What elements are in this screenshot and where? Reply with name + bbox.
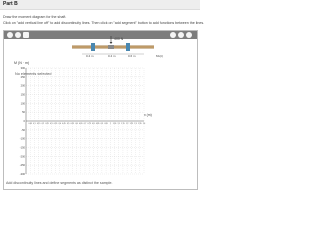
instruction-line-2: Click on "add vertical line off" to add discontinuity lines. Then click on "add segment" button to add functions between the lines. [3,21,205,25]
bearing-left [91,43,95,51]
x-tick-label: 0.7 [83,123,87,126]
y-tick-label: -200 [19,155,25,159]
x-tick-label: 0.6 [75,123,78,126]
x-tick-label: 1 [109,123,111,126]
x-tick-label: 0.5 [66,123,70,126]
x-tick-label: 1.05 [112,123,117,126]
x-tick-label: 0.65 [79,123,83,126]
y-tick-label: 0 [23,120,25,123]
y-tick-labels [20,66,26,176]
x-tick-label: 1.2 [125,123,129,126]
x-tick-label: 1.35 [138,123,142,126]
x-tick-label: 1.25 [129,123,134,126]
part-title: Part B [3,1,18,7]
y-tick-label: 250 [20,75,25,79]
x-tick-label: 0.3 [50,123,53,126]
x-tick-label: 0.25 [45,123,49,126]
load-label: 400 N [114,37,124,41]
x-tick-label: 0.4 [58,123,61,126]
x-tick-label: 0.45 [62,123,66,126]
x-tick-label: 0.35 [53,123,58,126]
status-text: No elements selected [15,72,52,76]
canvas[interactable] [4,31,197,189]
y-tick-label: 100 [20,102,25,106]
dim-label-2: 0.4 m [108,54,116,58]
y-tick-label: -100 [19,137,25,141]
x-tick-label: 0.15 [36,123,41,126]
x-tick-label: 1.15 [121,123,125,126]
x-tick-label: 1.3 [134,123,137,126]
x-tick-label: 1.1 [117,123,120,126]
part-header [0,0,200,10]
x-tick-labels [28,123,145,125]
y-tick-label: -250 [19,164,25,168]
x-axis-title: x (m) [144,113,152,117]
x-tick-label: 0.75 [87,123,91,126]
bearing-right [126,43,130,51]
dim-label-3: 0.6 m [128,54,136,58]
shaft-diagram [72,36,163,58]
x-tick-label: 0.85 [95,123,100,126]
y-tick-label: 200 [20,84,25,88]
x-tick-label: 1.4 [142,123,146,126]
x-tick-label: 0.2 [41,123,45,126]
footnote: Add discontinuity lines and define segments as distinct the sample. [6,181,113,185]
y-axis-title: M (N · m) [14,61,30,65]
instruction-line-1: Draw the moment diagram for the shaft. [3,15,67,19]
x-tick-label: 0.55 [70,123,75,126]
drawing-panel[interactable] [3,30,198,190]
y-tick-label: 300 [20,67,25,70]
y-tick-label: -50 [21,128,25,132]
fixed-label: Mx(t) [156,54,163,58]
y-tick-label: -150 [19,146,25,150]
x-tick-label: 0.95 [104,123,108,126]
y-tick-label: 50 [22,111,25,115]
x-tick-label: 0.1 [33,123,36,126]
pulley [108,45,114,49]
dim-label-1: 0.4 m [86,54,94,58]
chart-grid [23,68,144,174]
y-tick-label: -300 [19,173,25,176]
x-tick-label: 0.8 [92,123,95,126]
x-tick-label: 0.05 [28,123,32,126]
y-tick-label: 150 [20,93,25,97]
x-tick-label: 0.9 [100,123,104,126]
